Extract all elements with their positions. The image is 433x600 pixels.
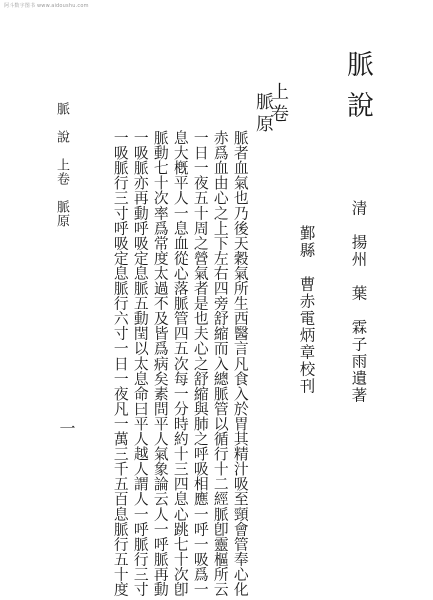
watermark: 阿斗数字图书 www.aidoushu.com: [4, 3, 89, 9]
body-line: 脈動七十次率爲常度太過不及皆爲病矣素問平人氣象論云人一呼脈再動: [151, 130, 169, 597]
body-line: 一吸脈行三寸呼吸定息脈行六寸一日一夜凡一萬三千五百息脈行五十度: [111, 130, 129, 597]
volume-label: 上卷: [268, 82, 289, 126]
body-line: 脈者血氣也乃後天穀氣所生西醫言凡食入於胃其精汁吸至頸會管奉心化: [231, 130, 249, 597]
body-line: 赤爲血由心之上下左右四旁舒縮而入總脈管以循行十二經脈卽靈樞所云: [211, 130, 229, 597]
editor-credit: 鄞縣 曹赤電炳章校刊: [297, 225, 316, 395]
page-number: 一: [57, 420, 76, 436]
body-line: 一日一夜五十周之營氣者是也夫心之舒縮與肺之呼吸相應一呼一吸爲一: [191, 130, 209, 597]
section-title: 脈原: [253, 92, 274, 136]
margin-header: 脈 說 上卷 脈原: [54, 102, 69, 228]
body-line: 一吸脈亦再動呼吸定息脈五動閏以太息命曰平人越人謂人一呼脈行三寸: [131, 130, 149, 597]
body-line: 息大槪平人一息血從心落脈管四五次每一分時約十三四息心跳七十次卽: [171, 130, 189, 597]
author-credit: 清 揚州 葉 霖子雨遺著: [349, 200, 368, 404]
page-title: 脈說: [342, 50, 373, 132]
